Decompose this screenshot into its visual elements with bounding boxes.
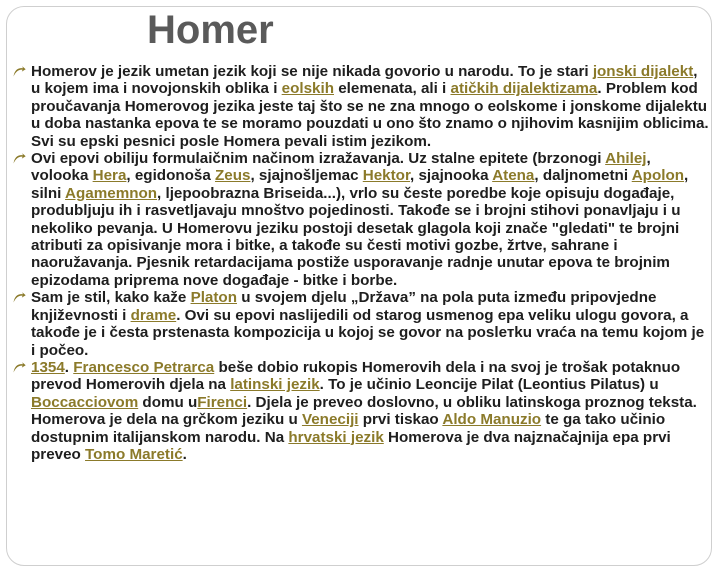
bullet-item <box>10 150 710 289</box>
bullet-text: prvi tiskao <box>358 411 443 429</box>
hyperlink[interactable]: jonski dijalekt <box>592 63 694 80</box>
hyperlink[interactable]: Ahilej <box>605 150 647 168</box>
bullet-text: . To je učinio Leoncije Pilat (Leontius Pilatus) u <box>319 376 659 394</box>
bullet-text: Ovi epovi obiliju formulaičnim načinom izražavanja. Uz stalne epitete (brzonogi <box>31 150 606 168</box>
hyperlink[interactable]: hrvatski jezik <box>288 428 384 446</box>
hyperlink[interactable]: Platon <box>190 289 237 307</box>
hyperlink[interactable]: 1354 <box>31 358 65 376</box>
bullet-text: Sam je stil, kako kaže <box>31 289 191 307</box>
bullet-text: , silni <box>31 167 689 202</box>
bullet-item <box>10 289 710 359</box>
slide-content <box>10 63 710 463</box>
bullet-text: , sjajnošljemac <box>250 167 363 185</box>
hyperlink[interactable]: Apolon <box>631 167 685 185</box>
hyperlink[interactable]: Firenci <box>197 393 248 411</box>
bullet-text: . Djela je preveo doslovno, u obliku latinskoga proznog teksta. Homerova je dela na grčkom jeziku u <box>31 393 697 429</box>
hyperlink[interactable]: eolskih <box>281 80 334 98</box>
curved-arrow-bullet-icon <box>13 292 26 303</box>
hyperlink[interactable]: Hektor <box>362 167 411 185</box>
bullet-text: . <box>182 445 187 463</box>
bullet-text: u svojem djelu „Država” na pola puta između pripovjedne književnosti i <box>31 289 657 324</box>
bullet-text: Homerov je jezik umetan jezik koji se nije nikada govorio u narodu. To je stari <box>31 63 593 80</box>
hyperlink[interactable]: Francesco Petrarca <box>73 358 215 376</box>
bullet-text: beše dobio rukopis Homerovih dela i na svoj je trošak potaknuo prevod Homerovih djela na <box>31 358 681 394</box>
hyperlink[interactable]: Agamemnon <box>65 184 158 202</box>
hyperlink[interactable]: Zeus <box>215 167 251 185</box>
bullet-text: . <box>64 358 74 376</box>
bullet-text: , u kojem ima i novojonskih oblika i <box>31 63 698 98</box>
bullet-text: , egidonoša <box>126 167 216 185</box>
bullet-text: , volooka <box>31 150 651 185</box>
hyperlink[interactable]: Aldo Manuzio <box>442 411 542 429</box>
hyperlink[interactable]: Tomo Maretić <box>85 445 183 463</box>
bullet-item <box>10 359 710 463</box>
hyperlink[interactable]: drame <box>130 306 177 324</box>
curved-arrow-bullet-icon <box>13 66 26 77</box>
hyperlink[interactable]: Veneciji <box>301 411 359 429</box>
hyperlink[interactable]: latinski jezik <box>230 376 320 394</box>
bullet-text: , sjajnooka <box>410 167 493 185</box>
bullet-text: . Ovi su epovi naslijedili od starog usmenog epa veliku ulogu govora, a takođe je i česta prstenasta kompozicija u kojoj se govor na poslетku vraća na temu kojom je i počeo. <box>31 306 705 359</box>
bullet-text: Homerova je dva najznačajnija epa prvi preveo <box>31 428 671 463</box>
bullet-text: te ga tako učinio dostupnim italijanskom narodu. Na <box>31 411 666 446</box>
bullet-text: domu u <box>138 393 198 411</box>
curved-arrow-bullet-icon <box>13 362 26 373</box>
bullet-item <box>10 63 710 150</box>
hyperlink[interactable]: Boccacciovom <box>31 393 139 411</box>
curved-arrow-bullet-icon <box>13 153 26 164</box>
hyperlink[interactable]: Atena <box>492 167 535 185</box>
bullet-text: , daljnometni <box>534 167 632 185</box>
hyperlink[interactable]: atičkih dijalektizama <box>450 80 598 98</box>
hyperlink[interactable]: Hera <box>92 167 127 185</box>
bullet-text: . Problem kod proučavanja Homerovog jezika jeste taj što se ne zna mnogo o eolskome i jonskome dijalektu u doba nastanka epova te se moramo pouzdati u ono što znamo o njihovim kasnijim oblicima. Svi su epski pesnici posle Homera pevali istim jezikom. <box>31 80 709 150</box>
slide-title: Homer <box>147 8 274 52</box>
bullet-text: , ljepoobrazna Briseida...), vrlo su česte poredbe koje opisuju događaje, produbljuju ih i rasvetljavaju mnoštvo pojedinosti. Takođe se i brojni stihovi ponavljaju i u nekoliko pevanja. U Homerovu jeziku postoji desetak glagola koji znače "gledati" te brojni atributi za opisivanje mora i bitke, a takođe su česti motivi gozbe, žrtve, sahrane i naoružavanja. Pjesnik retardacijama postiže usporavanje radnje unutar epova te brojnim epizodama priprema nove događaje - bitke i borbe. <box>31 184 681 289</box>
bullet-text: elemenata, ali i <box>334 80 451 98</box>
